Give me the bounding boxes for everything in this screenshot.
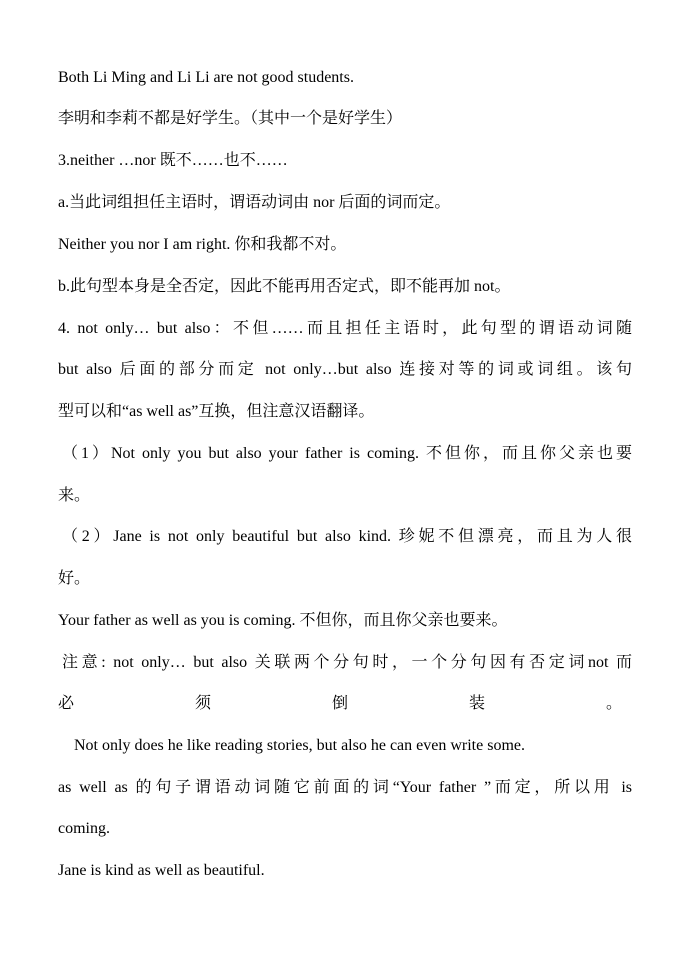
text-line-6: b.此句型本身是全否定，因此不能再用否定式，即不能再加 not。	[58, 278, 511, 295]
text-line-16: Not only does he like reading stories, but also he can even write some.	[74, 737, 525, 754]
text-line-15: 注意: not only… but also 关联两个分句时，一个分句因有否定词not 而	[62, 654, 632, 671]
text-line-12: （2）Jane is not only beautiful but also kind. 珍妮不但漂亮，而且为人很	[62, 528, 632, 545]
text-line-13: 好。	[58, 570, 91, 587]
spread-char-2: 须	[194, 695, 211, 712]
text-line-9: 型可以和“as well as”互换，但注意汉语翻译。	[58, 403, 375, 420]
text-line-7: 4. not only… but also：不但……而且担任主语时，此句型的谓语动词随	[58, 320, 632, 337]
text-line-5: Neither you nor I am right. 你和我都不对。	[58, 236, 347, 253]
spread-line	[58, 694, 622, 714]
spread-char-1: 必	[58, 695, 75, 712]
text-line-17: as well as 的句子谓语动词随它前面的词“Your father ”而定，所以用 is	[58, 779, 632, 796]
text-line-4: a.当此词组担任主语时，谓语动词由 nor 后面的词而定。	[58, 194, 451, 211]
text-line-8: but also 后面的部分而定 not only…but also 连接对等的词或词组。该句	[58, 361, 632, 378]
text-line-14: Your father as well as you is coming. 不但你，而且你父亲也要来。	[58, 612, 508, 629]
spread-char-5: 。	[605, 695, 622, 712]
text-line-2: 李明和李莉不都是好学生。（其中一个是好学生）	[58, 110, 403, 127]
spread-char-4: 装	[468, 695, 485, 712]
text-line-10: （1）Not only you but also your father is coming. 不但你，而且你父亲也要	[62, 445, 632, 462]
spread-char-3: 倒	[331, 695, 348, 712]
text-line-1: Both Li Ming and Li Li are not good students.	[58, 69, 354, 86]
text-line-19: Jane is kind as well as beautiful.	[58, 862, 265, 879]
text-line-11: 来。	[58, 487, 91, 504]
text-line-18: coming.	[58, 820, 110, 837]
text-line-3: 3.neither …nor 既不……也不……	[58, 152, 288, 169]
